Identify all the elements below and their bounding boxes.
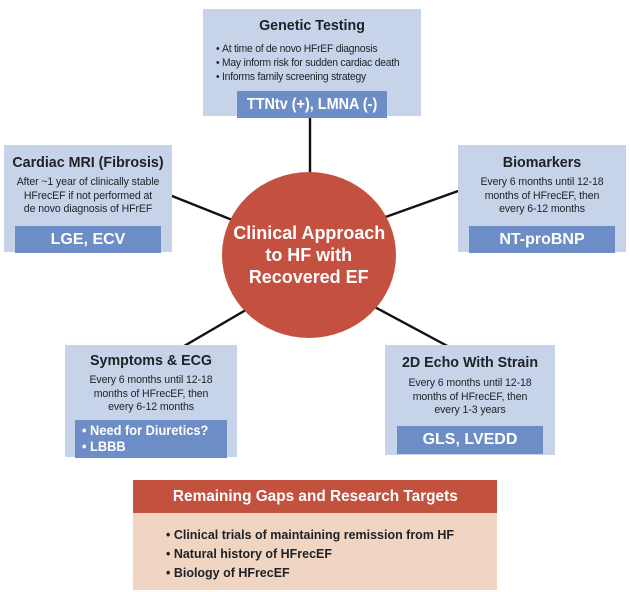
echo-body-line: months of HFrecEF, then [412,390,528,403]
genetic-testing-tag [237,91,387,118]
biomarkers-body-line: months of HFrecEF, then [484,189,600,202]
biomarkers-tag-label: NT-proBNP [499,230,585,248]
cardiac-mri-tag [15,226,161,253]
remaining-gaps-title: Remaining Gaps and Research Targets [172,488,458,505]
echo-body-line: every 1-3 years [434,404,506,416]
remaining-gaps-body [133,513,497,590]
biomarkers-body-line: every 6-12 months [499,203,585,215]
cardiac-mri-tag-label: LGE, ECV [50,230,126,248]
symptoms-ecg-tag-bullet: • LBBB [82,439,218,455]
biomarkers-body [461,176,622,217]
genetic-testing-title: Genetic Testing [259,17,365,34]
remaining-gaps-bullet: • Biology of HFrecEF [166,563,476,582]
node-biomarkers [458,145,626,252]
cardiac-mri-title: Cardiac MRI (Fibrosis) [12,154,164,171]
genetic-testing-tag-label: TTNtv (+), LMNA (-) [246,96,378,113]
echo-tag [397,426,543,454]
node-cardiac-mri [4,145,172,252]
symptoms-ecg-tag-bullet: • Need for Diuretics? [82,423,218,439]
symptoms-ecg-body-line: every 6-12 months [108,401,194,413]
symptoms-ecg-title: Symptoms & ECG [90,352,212,369]
remaining-gaps-header [133,480,497,513]
symptoms-ecg-body-line: Every 6 months until 12-18 [89,374,213,386]
genetic-testing-bullet: • At time of de novo HFrEF diagnosis [216,42,409,56]
remaining-gaps-bullet: • Natural history of HFrecEF [166,544,476,563]
cardiac-mri-body-line: HFrecEF if not performed at [23,189,153,202]
symptoms-ecg-body-line: months of HFrecEF, then [93,387,209,400]
node-genetic-testing [203,9,421,116]
cardiac-mri-body-line: After ~1 year of clinically stable [16,176,160,188]
echo-tag-label: GLS, LVEDD [422,430,518,448]
genetic-testing-bullet: • May inform risk for sudden cardiac death [216,56,409,70]
symptoms-ecg-tag [75,420,227,458]
node-2d-echo-strain [385,345,555,455]
symptoms-ecg-body [68,374,233,415]
echo-body [388,377,551,418]
center-hub [222,172,396,338]
center-hub-title-line1: Clinical Approach [233,222,385,243]
remaining-gaps-bullet: • Clinical trials of maintaining remission from HF [166,525,476,544]
echo-title: 2D Echo With Strain [401,354,539,371]
biomarkers-tag [469,226,615,253]
echo-body-line: Every 6 months until 12-18 [408,377,532,389]
node-symptoms-ecg [65,345,237,457]
center-hub-title-line3: Recovered EF [249,266,369,287]
genetic-testing-bullet: • Informs family screening strategy [216,70,409,84]
cardiac-mri-body [7,176,168,217]
biomarkers-title: Biomarkers [502,154,582,171]
remaining-gaps-section [133,480,497,590]
cardiac-mri-body-line: de novo diagnosis of HFrEF [23,203,153,215]
biomarkers-body-line: Every 6 months until 12-18 [480,176,604,188]
center-hub-title-line2: to HF with [265,244,353,265]
genetic-testing-bullet-list [216,42,409,84]
